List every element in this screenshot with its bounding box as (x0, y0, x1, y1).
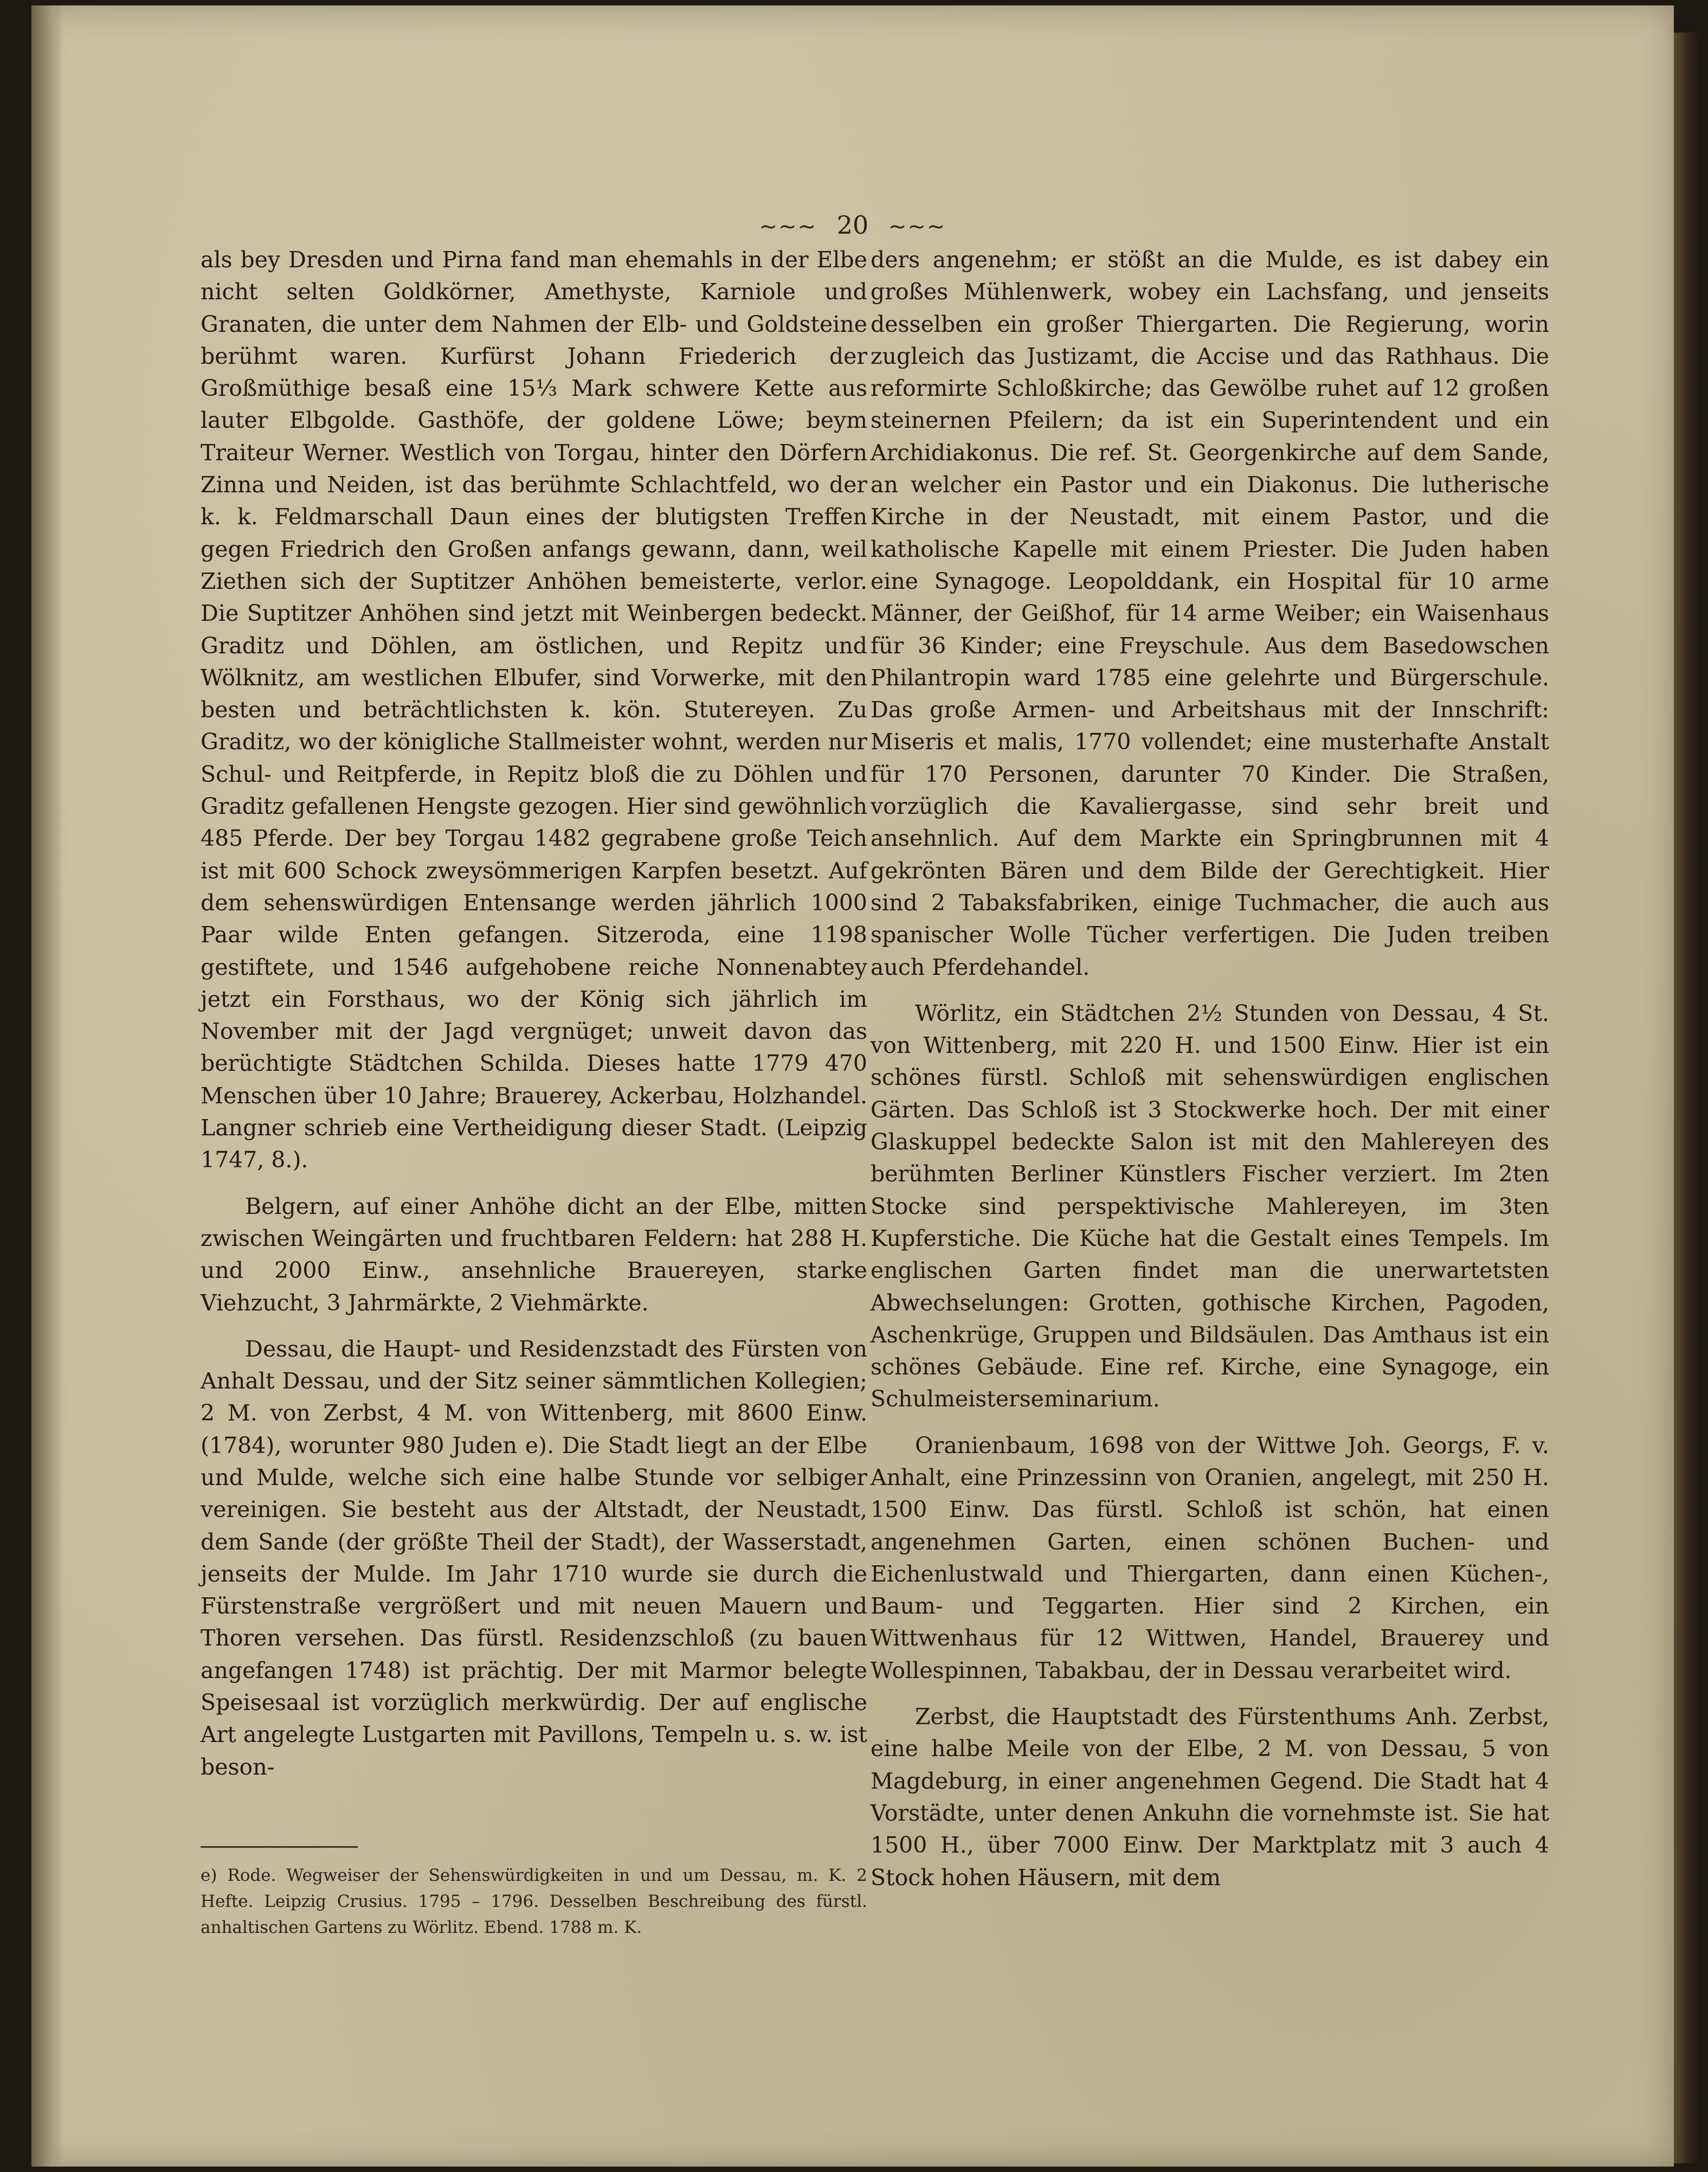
paragraph-dessau-continued: ders angenehm; er stößt an die Mulde, es ist dabey ein großes Mühlenwerk, wobey ein Lachsfang, und jenseits desselben ein großer Thiergarten. Die Regierung, worin zugleich das Justizamt, die Accise und das Rathhaus. Die reformirte Schloßkirche; das Gewölbe ruhet auf 12 großen steinernen Pfeilern; da ist ein Superintendent und ein Archidiakonus. Die ref. St. Georgenkirche auf dem Sande, an welcher ein Pastor und ein Diakonus. Die lutherische Kirche in der Neustadt, mit einem Pastor, und die katholische Kapelle mit einem Priester. Die Juden haben eine Synagoge. Leopolddank, ein Hospital für 10 arme Männer, der Geißhof, für 14 arme Weiber; ein Waisenhaus für 36 Kinder; eine Freyschule. Aus dem Basedowschen Philantropin ward 1785 eine gelehrte und Bürgerschule. Das große Armen- und Arbeitshaus mit der Innschrift: Miseris et malis, 1770 vollendet; eine musterhafte Anstalt für 170 Personen, darunter 70 Kinder. Die Straßen, vorzüglich die Kavaliergasse, sind sehr breit und ansehnlich. Auf dem Markte ein Springbrunnen mit 4 gekrönten Bären und dem Bilde der Gerechtigkeit. Hier sind 2 Tabaksfabriken, einige Tuchmacher, die auch aus spanischer Wolle Tücher verfertigen. Die Juden treiben auch Pferdehandel. (871, 247, 1549, 980)
right-column (871, 244, 1549, 1908)
paragraph-torgau-continued: als bey Dresden und Pirna fand man ehemahls in der Elbe nicht selten Goldkörner, Amethyste, Karniole und Granaten, die unter dem Nahmen der Elb- und Goldsteine berühmt waren. Kurfürst Johann Friederich der Großmüthige besaß eine 15⅓ Mark schwere Kette aus lauter Elbgolde. Gasthöfe, der goldene Löwe; beym Traiteur Werner. Westlich von Torgau, hinter den Dörfern Zinna und Neiden, ist das berühmte Schlachtfeld, wo der k. k. Feldmarschall Daun eines der blutigsten Treffen gegen Friedrich den Großen anfangs gewann, dann, weil Ziethen sich der Suptitzer Anhöhen bemeisterte, verlor. Die Suptitzer Anhöhen sind jetzt mit Weinbergen bedeckt. Graditz und Döhlen, am östlichen, und Repitz und Wölknitz, am westlichen Elbufer, sind Vorwerke, mit den besten und beträchtlichsten k. kön. Stutereyen. Zu Graditz, wo der königliche Stallmeister wohnt, werden nur Schul- und Reitpferde, in Repitz bloß die zu Döhlen und Graditz gefallenen Hengste gezogen. Hier sind gewöhnlich 485 Pferde. Der bey Torgau 1482 gegrabene große Teich ist mit 600 Schock zweysömmerigen Karpfen besetzt. Auf dem sehenswürdigen Entensange werden jährlich 1000 Paar wilde Enten gefangen. Sitzeroda, eine 1198 gestiftete, und 1546 aufgehobene reiche Nonnenabtey jetzt ein Forsthaus, wo der König sich jährlich im November mit der Jagd vergnüget; unweit davon das berüchtigte Städtchen Schilda. Dieses hatte 1779 470 Menschen über 10 Jahre; Brauerey, Ackerbau, Holzhandel. Langner schrieb eine Vertheidigung dieser Stadt. (Leipzig 1747, 8.). (201, 247, 867, 1173)
paragraph-oranienbaum: Oranienbaum, 1698 von der Wittwe Joh. Georgs, F. v. Anhalt, eine Prinzessinn von Oranien, angelegt, mit 250 H. 1500 Einw. Das fürstl. Schloß ist schön, hat einen angenehmen Garten, einen schönen Buchen- und Eichenlustwald und Thiergarten, dann einen Küchen-, Baum- und Teggarten. Hier sind 2 Kirchen, ein Wittwenhaus für 12 Wittwen, Handel, Brauerey und Wollespinnen, Tabakbau, der in Dessau verarbeitet wird. (871, 1432, 1549, 1683)
paragraph-dessau: Dessau, die Haupt- und Residenzstadt des Fürsten von Anhalt Dessau, und der Sitz seiner sämmtlichen Kollegien; 2 M. von Zerbst, 4 M. von Wittenberg, mit 8600 Einw. (1784), worunter 980 Juden e). Die Stadt liegt an der Elbe und Mulde, welche sich eine halbe Stunde vor selbiger vereinigen. Sie besteht aus der Altstadt, der Neustadt, dem Sande (der größte Theil der Stadt), der Wasserstadt, jenseits der Mulde. Im Jahr 1710 wurde sie durch die Fürstenstraße vergrößert und mit neuen Mauern und Thoren versehen. Das fürstl. Residenzschloß (zu bauen angefangen 1748) ist prächtig. Der mit Marmor belegte Speisesaal ist vorzüglich merkwürdig. Der auf englische Art angelegte Lustgarten mit Pavillons, Tempeln u. s. w. ist beson- (201, 1335, 867, 1780)
header-ornament-left: ~~~ (759, 214, 817, 239)
page-number: 20 (836, 210, 869, 240)
page-gutter-shadow (31, 5, 64, 2167)
book-binding-edge (1674, 33, 1700, 2163)
paragraph-woerlitz: Wörlitz, ein Städtchen 2½ Stunden von Dessau, 4 St. von Wittenberg, mit 220 H. und 1500 Einw. Hier ist ein schönes fürstl. Schloß mit sehenswürdigen englischen Gärten. Das Schloß ist 3 Stockwerke hoch. Der mit einer Glaskuppel bedeckte Salon ist mit den Mahlereyen des berühmten Berliner Künstlers Fischer verziert. Im 2ten Stocke sind perspektivische Mahlereyen, im 3ten Kupferstiche. Die Küche hat die Gestalt eines Tempels. Im englischen Garten findet man die unerwartetsten Abwechselungen: Grotten, gothische Kirchen, Pagoden, Aschenkrüge, Gruppen und Bildsäulen. Das Amthaus ist ein schönes Gebäude. Eine ref. Kirche, eine Synagoge, ein Schulmeisterseminarium. (871, 1000, 1549, 1412)
left-column (201, 244, 867, 1797)
paragraph-belgern: Belgern, auf einer Anhöhe dicht an der Elbe, mitten zwischen Weingärten und fruchtbaren Feldern: hat 288 H. und 2000 Einw., ansehnliche Brauereyen, starke Viehzucht, 3 Jahrmärkte, 2 Viehmärkte. (201, 1193, 867, 1316)
header-ornament-right: ~~~ (888, 214, 946, 239)
footnote: e) Rode. Wegweiser der Sehenswürdigkeiten in und um Dessau, m. K. 2 Hefte. Leipzig Crusius. 1795 – 1796. Desselben Beschreibung des fürstl. anhaltischen Gartens zu Wörlitz. Ebend. 1788 m. K. (201, 1866, 867, 1937)
paragraph-zerbst: Zerbst, die Hauptstadt des Fürstenthums Anh. Zerbst, eine halbe Meile von der Elbe, 2 M. von Dessau, 5 von Magdeburg, in einer angenehmen Gegend. Die Stadt hat 4 Vorstädte, unter denen Ankuhn die vornehmste ist. Sie hat 1500 H., über 7000 Einw. Der Marktplatz mit 3 auch 4 Stock hohen Häusern, mit dem (871, 1704, 1549, 1891)
footnote-divider (201, 1846, 358, 1848)
page-header (31, 210, 1674, 240)
book-page (31, 5, 1674, 2167)
